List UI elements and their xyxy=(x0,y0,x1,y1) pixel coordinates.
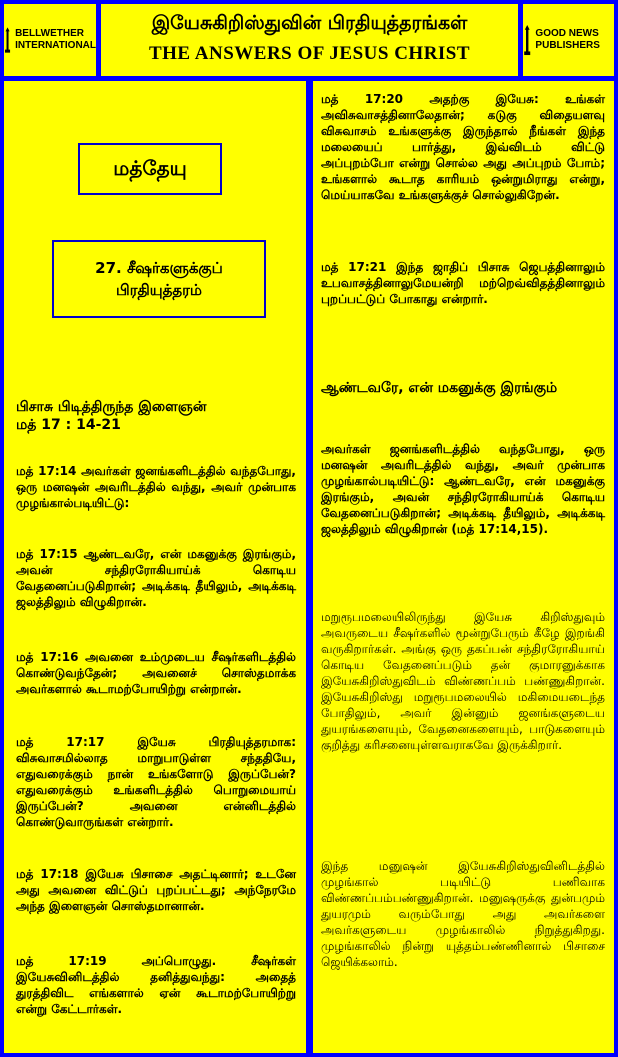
good-news-logo xyxy=(523,4,614,76)
verse-17-14: மத் 17:14 அவர்கள் ஜனங்களிடத்தில் வந்தபோது, ஒரு மனஷன் அவரிடத்தில் வந்து, அவர் முன்பாக முழங்கால்படியிட்டு: xyxy=(16,464,296,510)
page-header xyxy=(101,4,518,76)
verse-17-20: மத் 17:20 அதற்கு இயேசு: உங்கள் அவிசுவாசத்தினாலேதான்; கடுகு விதையளவு விசுவாசம் உங்களுக்கு இருந்தால் நீங்கள் இந்த மலையைப் பார்த்து, இவ்விடம் விட்டு அப்புறம்போ என்று சொல்ல அது அப்புறம் போம்; உங்களால் கூடாத காரியம் ஒன்றுமிராது என்று, மெய்யாகவே உங்களுக்குச் சொல்லுகிறேன். xyxy=(321,92,605,202)
tower-icon xyxy=(523,15,531,65)
book-title: மத்தேயு xyxy=(113,155,187,180)
verse-17-15: மத் 17:15 ஆண்டவரே, என் மகனுக்கு இரங்கும், அவன் சந்திரரோகியாய்க் கொடிய வேதனைப்படுகிறான்; அடிக்கடி தீயிலும், அடிக்கடி ஜலத்திலும் விழுகிறான். xyxy=(16,547,296,609)
commentary-paragraph-2: இந்த மனுஷன் இயேசுகிறிஸ்துவினிடத்தில் முழங்கால் படியிட்டு பணிவாக விண்ணப்பம்பண்ணுகிறான். மனுஷருக்கு துன்பமும் துயரமும் வரும்போது அது அவர்களை அவர்களுடைய முழங்காலில் நிறுத்துகிறது. முழங்காலில் நின்று யுத்தம்பண்ணினால் பிசாசை ஜெயிக்கலாம். xyxy=(321,859,605,969)
verse-17-21: மத் 17:21 இந்த ஜாதிப் பிசாசு ஜெபத்தினாலும் உபவாசத்தினாலுமேயன்றி மற்றெவ்விதத்தினாலும் புறப்பட்டுப் போகாது என்றார். xyxy=(321,260,605,306)
verse-17-19: மத் 17:19 அப்பொழுது. சீஷர்கள் இயேசுவினிடத்தில் தனித்துவந்து: அதைத் துரத்திவிட எங்களால் ஏன் கூடாமற்போயிற்று என்று கேட்டார்கள். xyxy=(16,954,296,1016)
tower-icon xyxy=(4,15,11,65)
bellwether-logo xyxy=(4,4,96,76)
chapter-title-box xyxy=(52,240,266,318)
left-column xyxy=(4,81,306,1053)
bellwether-logo-text: BELLWETHER INTERNATIONAL xyxy=(15,28,96,51)
verse-17-17: மத் 17:17 இயேசு பிரதியுத்தரமாக: விசுவாசமில்லாத மாறுபாடுள்ள சந்ததியே, எதுவரைக்கும் நான் உங்களோடு இருப்பேன்? எதுவரைக்கும் உங்களிடத்தில் பொறுமையாய் இருப்பேன்? அவனை என்னிடத்தில் கொண்டுவாருங்கள் என்றார். xyxy=(16,735,296,829)
title-english: THE ANSWERS OF JESUS CHRIST xyxy=(148,43,471,64)
verse-17-16: மத் 17:16 அவனை உம்முடைய சீஷர்களிடத்தில் கொண்டுவந்தேன்; அவனைச் சொஸ்தமாக்க அவர்களால் கூடாமற்போயிற்று என்றான். xyxy=(16,650,296,696)
book-title-box xyxy=(78,143,222,195)
commentary-paragraph-1: மறுரூபமலையிலிருந்து இயேசு கிறிஸ்துவும் அவருடைய சீஷர்களில் மூன்றுபேரும் கீழே இறங்கி வருகிறார்கள். அங்கு ஒரு தகப்பன் சந்திரரோகியாய் கொடிய வேதனைப்படும் தன் குமாரனுக்காக இயேசுகிறிஸ்துவிடம் விண்ணப்பம் பண்ணுகிறான். இயேசுகிறிஸ்து மறுரூபமலையில் மகிமையடைந்த போதிலும், அவர் இன்னும் ஜனங்களுடைய துயரங்களையும், வேதனைகளையும், பாடுகளையும் குறித்து கரிசனையுள்ளவராகவே இருக்கிறார். xyxy=(321,610,605,752)
right-column xyxy=(313,81,614,1053)
good-news-logo-text: GOOD NEWS PUBLISHERS xyxy=(535,28,600,51)
summary-paragraph: அவர்கள் ஜனங்களிடத்தில் வந்தபோது, ஒரு மனஷன் அவரிடத்தில் வந்து, அவர் முன்பாக முழங்கால்படியிட்டு: ஆண்டவரே, என் மகனுக்கு இரங்கும், அவன் சந்திரரோகியாய்க் கொடிய வேதனைப்படுகிறான்; அடிக்கடி தீயிலும், அடிக்கடி ஜலத்திலும் விழுகிறான் (மத் 17:14,15). xyxy=(321,442,605,536)
section-heading: பிசாசு பிடித்திருந்த இளைஞன் xyxy=(16,399,207,415)
verse-17-18: மத் 17:18 இயேசு பிசாசை அதட்டினார்; உடனே அது அவனை விட்டுப் புறப்பட்டது; அந்நேரமே அந்த இளைஞன் சொஸ்தமானான். xyxy=(16,867,296,913)
commentary-heading: ஆண்டவரே, என் மகனுக்கு இரங்கும் xyxy=(321,380,558,396)
title-tamil: இயேசுகிறிஸ்துவின் பிரதியுத்தரங்கள் xyxy=(151,12,468,34)
chapter-title: 27. சீஷர்களுக்குப் பிரதியுத்தரம் xyxy=(95,259,223,299)
section-reference: மத் 17 : 14-21 xyxy=(16,417,121,433)
